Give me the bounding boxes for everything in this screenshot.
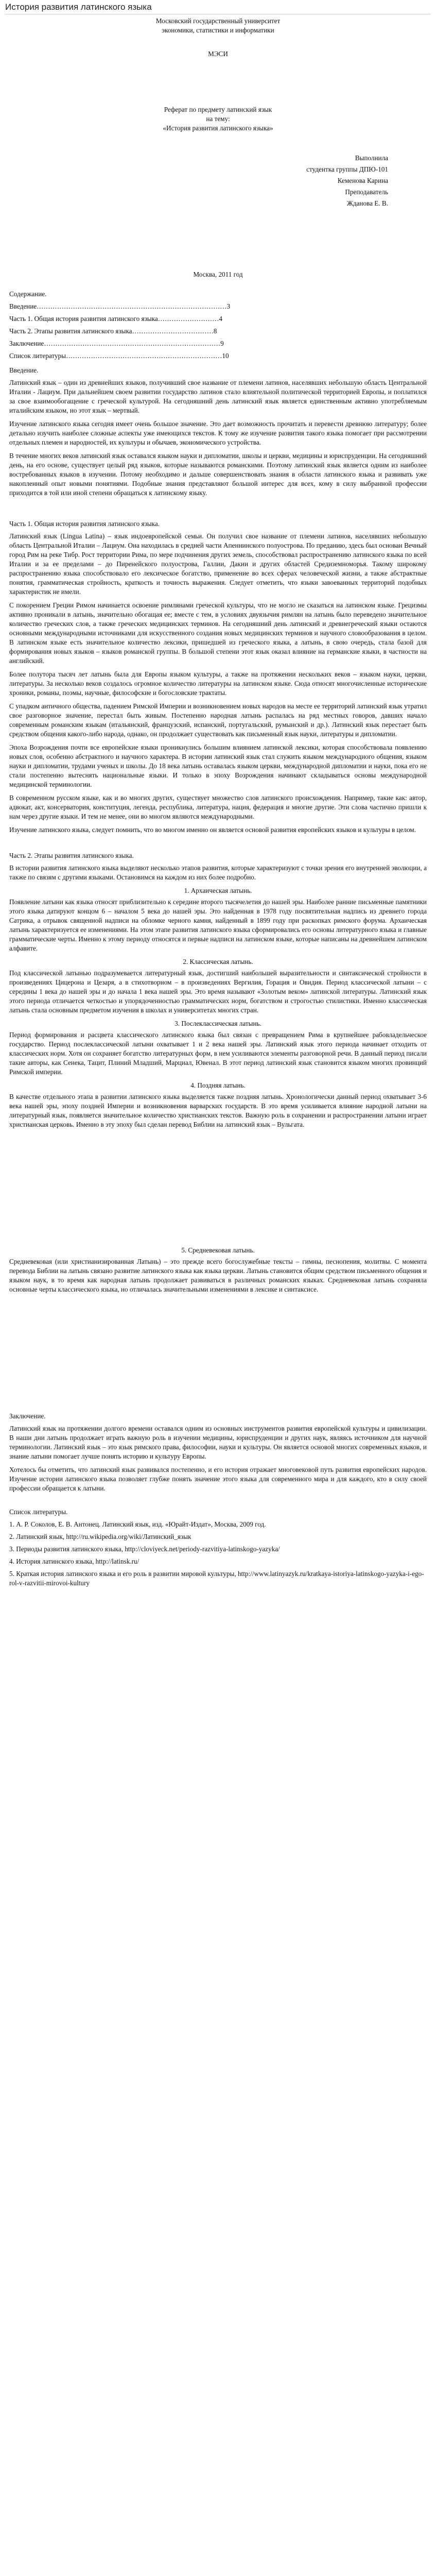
part1-section [9,519,427,835]
chapter-text: Под классической латынью подразумевается литературный язык, достигший наибольшей выразительности и синтаксической стройности в произведениях Цицерона и Цезаря, а в стихотворном – в произведениях Вергилия, Горация и Овидия. Период классической латыни – с середины 1 века до нашей эры и до начала 1 века нашей эры. Это время называют «Золотым веком» латинской литературы. Латинский язык этого периода отличается четкостью и упорядоченностью грамматических норм, богатством и строгостью стилистики. Именно классическая латынь стала основным предметом изучения в школах и университетах многих стран. [9,969,427,1014]
chapter-text: Период формирования и расцвета классического латинского языка был связан с превращением Рима в крупнейшее рабовладельческое государство. Период послеклассической латыни охватывает 1 и 2 века нашей эры. Латинский язык этого периода начинает отходить от классических норм. Хотя он сохраняет богатство литературных форм, в нем усиливаются элементы разговорной речи. В данный период писали такие авторы, как Сенека, Тацит, Плиний Младший, Марциал, Ювенал. В этот период латинский язык становится языком многих провинций Римской империи. [9,1031,427,1076]
paragraph: Изучение латинского языка сегодня имеет очень большое значение. Это дает возможность прочитать и перевести древнюю литературу; более детально изучить наиболее сложные аспекты уже имеющихся текстов. К тому же изучение развития такого языка помогает при рассмотрении отдельных племен и народностей, их культуры и обычаев, экономического устройства. [9,420,427,446]
paragraph: Эпоха Возрождения почти все европейские языки проникнулись большим влиянием латинской лексики, которая способствовала появлению новых слов, особенно абстрактного и научного характера. В истории латинский язык стал служить языком международного общения, языком науки и дипломатии, трудами ученых и школы. До 18 века латынь оставалась языком церкви, международной дипломатии и науки, пока его не стали постепенно вытеснять национальные языки. И только в эпоху Возрождения начинают складываться основы международной медицинской терминологии. [9,743,427,788]
student-name: Кеменова Карина [337,177,388,184]
university-line-1: Московский государственный университет [155,17,281,25]
toc-item: Заключение……………………………………………………………………9 [9,340,224,347]
institute-name: МЭСИ [208,50,228,58]
document-header [0,0,436,14]
paragraph: В течение многих веков латинский язык оставался языком науки и дипломатии, школы и церкви, медицины и юриспруденции. На сегодняшний день, на его основе, существует целый ряд языков, которые называются романскими. Поэтому латинский язык является одним из наиболее востребованных языков в изучении. Потому необходимо и дальше совершенствовать знания в области латинского языка и развивать уже накопленный опыт новыми понятиями. Подобные знания представляют большой интерес для всех, кому в силу выбранной профессии приходится в той или иной степени обращаться к латинскому языку. [9,452,427,497]
teacher-name: Жданова Е. В. [347,199,388,207]
references-section [9,1507,427,1588]
essay-line-2: на тему: [206,115,230,123]
chapter-title: 2. Классическая латынь. [183,958,253,965]
chapter-title: 5. Средневековая латынь. [181,1246,255,1254]
teacher-label: Преподаватель [345,188,388,196]
toc-item: Часть 1. Общая история развития латинского языка………………………4 [9,315,222,323]
conclusion-section [9,1412,427,1493]
university-line-2: экономики, статистики и информатики [162,26,274,34]
reference-item[interactable]: 2. Латинский язык, http://ru.wikipedia.org/wiki/Латинский_язык [9,1533,191,1540]
paragraph: Изучение латинского языка, следует помнить, что во многом именно он является основой развития европейских языков и культуры в целом. [9,826,416,834]
done-by: Выполнила [355,154,388,162]
chapter-title: 3. Послеклассическая латынь. [175,1020,261,1027]
title-block [9,16,427,59]
essay-line-1: Реферат по предмету латинский язык [164,106,272,113]
part1-heading: Часть 1. Общая история развития латинского языка. [9,520,160,528]
toc-title: Содержание. [9,290,47,298]
student-group: студентка группы ДПЮ-101 [306,165,388,173]
essay-line-3: «История развития латинского языка» [163,124,273,132]
paragraph: В истории развития латинского языка выделяют несколько этапов развития, которые характеризуют с точки зрения его внутренней эволюции, а также по связям с другими языками. Остановимся на каждом из них более подробно. [9,864,427,881]
chapter-text: Средневековая (или христианизированная Латынь) – это прежде всего богослужебные тексты – гимны, песнопения, молитвы. С момента перевода Библии на латынь связано развитие латинского языка как языка церкви. Латынь становится общим средством письменного общения и языком наук, в то время как народная латынь продолжает развиваться в различных романских языках. Средневековая латынь сохраняла основные черты классического языка, но отличалась значительными изменениями в лексике и синтаксисе. [9,1258,427,1293]
paragraph: Латинский язык на протяжении долгого времени оставался одним из основных инструментов развития европейской культуры и цивилизации. В наши дни латынь продолжает играть важную роль в изучении медицины, юриспруденции и других наук, являясь источником для научной терминологии. Латинский язык – это язык римского права, философии, науки и культуры. Он является основой многих современных языков, и знание латыни помогает лучше понять историю и культуру Европы. [9,1425,427,1460]
table-of-contents [9,290,427,361]
part2-heading: Часть 2. Этапы развития латинского языка. [9,852,134,859]
part2-section [9,851,427,1294]
paragraph: Латинский язык (Lingua Latina) – язык индоевропейской семьи. Он получил свое название от племени латинов, населявших небольшую область Центральной Италии – Лациум. Она находилась в средней части Апеннинского полуострова. По преданию, здесь был основан Вечный город Рим на реке Тибр. Рост территории Рима, по мере подчинения других земель, способствовал распространению латинского языка по всей Италии и за ее пределами – до Пиренейского полуострова, Галлии, Дакии и других областей Средиземноморья. Такому широкому распространению языка способствовало его лексическое богатство, применение во всех сферах человеческой жизни, а также абстрактные понятия, грамматическая стройность, краткость и точность выражения. Следует отметить, что языки завоеванных территорий подобных характеристик не имели. [9,532,427,596]
chapter-title: 1. Архаическая латынь. [184,887,252,894]
chapter-text: Появление латыни как языка относят приблизительно к середине второго тысячелетия до нашей эры. Наиболее ранние письменные памятники этого языка датируют концом 6 – началом 5 века до нашей эры. Это найденная в 1978 году посвятительная надпись из древнего города Сатрика, а отрывок священной надписи на обломке черного камня, найденный в 1899 году при раскопках римского форума. Архаическая латынь характеризуется ее изменениями. На этом этапе развития латинского языка сформировались его основы литературного языка и главные грамматические черты. Именно к этому периоду относятся и первые надписи на латинском языке, которые написаны на древнейшем латинском алфавите. [9,898,427,952]
chapter-text: В качестве отдельного этапа в развитии латинского языка выделяется также поздняя латынь. Хронологически данный период охватывает 3-6 века нашей эры, эпоху поздней Империи и возникновения варварских государств. В это время усиливается влияние народной латыни на литературный язык, появляется значительное количество христианских текстов. Важную роль в сохранении и распространении латыни играет христианская церковь. Именно в эту эпоху был сделан перевод Библии на латинский язык – Вульгата. [9,1093,427,1128]
references-heading: Список литературы. [9,1508,68,1516]
paragraph: Хотелось бы отметить, что латинский язык развивался постепенно, и его история отражает многовековой путь развития европейских народов. Изучение истории латинского языка позволяет глубже понять значение этого языка для современного мира и для каждого, кто в силу своей профессии обращается к латыни. [9,1466,427,1492]
paragraph: Более полутора тысяч лет латынь была для Европы языком культуры, а также на протяжении нескольких веков – языком науки, церкви, литературы. За несколько веков создалось огромное количество литературы на латинском языке. Сюда относят многочисленные исторические хроники, романы, поэмы, научные, философские и богословские трактаты. [9,670,427,697]
paragraph: С покорением Греции Римом начинается освоение римлянами греческой культуры, что не могло не сказаться на латинском языке. Грецизмы активно проникали в латынь, значительно обогащая ее; вместе с тем, в условиях двуязычия римлян на латынь было переведено значительное количество греческих слов, а также греческих медицинских терминов. На сегодняшний день латинский и древнегреческий языки остаются основными международными источниками для искусственного создания новых медицинских терминов и научного словообразования в целом. В латинском языке есть значительное количество лексики, пришедшей из греческого языка, а латынь, в свою очередь, стала базой для формирования новых языков – языков романской группы. В большой степени этот язык оказал влияние на германские языки, в частности на английский. [9,601,427,665]
reference-item[interactable]: 3. Периоды развития латинского языка, http://cloviyeck.net/periody-razvitiya-latinskogo-yazyka/ [9,1545,280,1553]
paragraph: С упадком античного общества, падением Римской Империи и возникновением новых народов на месте ее территорий латинский язык утратил свое разговорное значение, перестал быть живым. Постепенно народная латынь распалась на ряд местных говоров, давших начало современным романским языкам (итальянский, французский, испанский, португальский, румынский и др.). Латинский язык перестает быть средством общения какого-либо народа, однако, он продолжает существовать как письменный язык науки, литературы и дипломатии. [9,702,427,738]
paragraph: В современном русском языке, как и во многих других, существует множество слов латинского происхождения. Например, такие как: автор, адвокат, акт, консерватория, конституция, легенда, республика, литература, нация, федерация и многие другие. Эти слова частично пришли к нам через другие языки. И тем не менее, они во многом являются международными. [9,794,427,820]
reference-item[interactable]: 5. Краткая история латинского языка и его роль в развитии мировой культуры, http://www.latinyazyk.ru/kratkaya-istoriya-latinskogo-yazyka-i-ego-rol-v-razvitii-mirovoi-kultury [9,1570,424,1587]
signoff-block [9,154,427,208]
city-year: Москва, 2011 год [193,270,243,278]
toc-item: Список литературы……………………………………………………………10 [9,352,229,360]
reference-item[interactable]: 4. История латинского языка, http://latinsk.ru/ [9,1557,139,1565]
reference-item: 1. А. Р. Соколов, Е. В. Антонец. Латинский язык, изд. «Юрайт-Издат», Москва, 2009 год. [9,1520,266,1528]
toc-item: Введение…………………………………………………………………………3 [9,302,230,310]
essay-title-block [9,105,427,133]
page-title: История развития латинского языка [5,2,152,12]
intro-section [9,366,427,498]
conclusion-heading: Заключение. [9,1412,46,1420]
chapter-title: 4. Поздняя латынь. [190,1081,246,1089]
intro-heading: Введение. [9,366,39,374]
document-body [0,16,436,1588]
toc-item: Часть 2. Этапы развития латинского языка………………………………8 [9,327,217,335]
paragraph: Латинский язык – один из древнейших языков, получивший свое название от племени латинов, населявших небольшую область Центральной Италии - Лациум. При дальнейшем своем развитии государство латинов стало влиятельной политической территорией Европы, и поплатился за свое взаимообогащение с греческой культурой. На сегодняшний день латинский язык является единственным активно употребляемым италийским языком, но этот язык – мертвый. [9,379,427,414]
